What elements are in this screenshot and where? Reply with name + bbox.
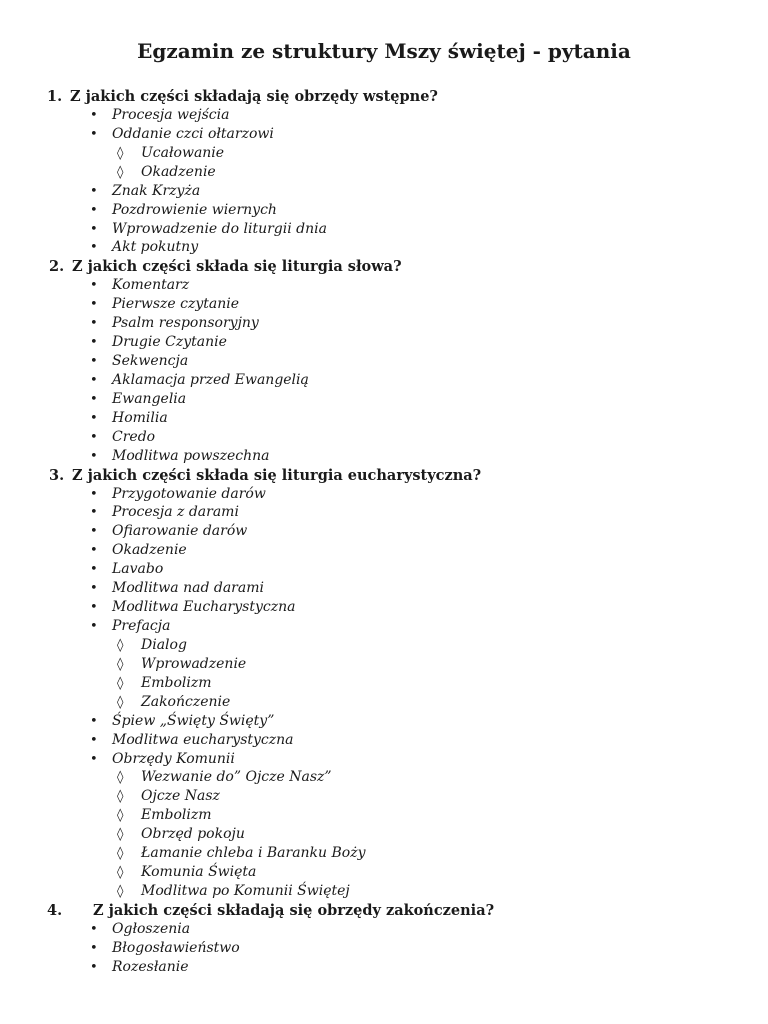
question-text: Z jakich części składa się liturgia eucharystyczna?: [72, 466, 482, 484]
bullet-icon: •: [90, 202, 98, 218]
list-item-text: Homilia: [112, 409, 168, 426]
bullet-icon: •: [90, 316, 98, 332]
diamond-icon: ◊: [117, 789, 124, 805]
list-item-text: Ucałowanie: [141, 144, 225, 161]
bullet-icon: •: [90, 713, 98, 729]
list-item-text: Ojcze Nasz: [141, 788, 220, 805]
bullet-icon: •: [90, 921, 98, 937]
list-item-text: Embolizm: [141, 674, 212, 691]
bullet-icon: •: [90, 751, 98, 767]
list-item-text: Procesja wejścia: [112, 106, 230, 123]
question-number: 2.: [49, 258, 65, 276]
list-item-text: Modlitwa po Komunii Świętej: [141, 883, 350, 900]
diamond-icon: ◊: [117, 846, 124, 862]
list-item-text: Okadzenie: [112, 542, 187, 559]
bullet-icon: •: [90, 562, 98, 578]
bullet-icon: •: [90, 940, 98, 956]
diamond-icon: ◊: [117, 145, 124, 161]
bullet-icon: •: [90, 732, 98, 748]
question-number: 4.: [47, 901, 63, 919]
question-text: Z jakich części składają się obrzędy wstępne?: [70, 88, 438, 105]
list-item-text: Ogłoszenia: [112, 920, 191, 937]
bullet-icon: •: [90, 448, 98, 464]
list-item-text: Przygotowanie darów: [112, 485, 266, 502]
diamond-icon: ◊: [117, 694, 124, 710]
list-item-text: Zakończenie: [141, 693, 231, 710]
question-number: 3.: [49, 466, 65, 484]
list-item-text: Okadzenie: [141, 163, 216, 180]
list-item-text: Oddanie czci ołtarzowi: [112, 125, 274, 142]
list-item-text: Lavabo: [112, 561, 164, 578]
list-item-text: Znak Krzyża: [112, 182, 201, 199]
list-item-text: Modlitwa powszechna: [112, 447, 270, 464]
list-item-text: Modlitwa Eucharystyczna: [112, 599, 296, 616]
diamond-icon: ◊: [117, 884, 124, 900]
list-item-text: Modlitwa nad darami: [112, 580, 264, 597]
list-item-text: Wprowadzenie do liturgii dnia: [112, 220, 327, 237]
list-item-text: Embolizm: [141, 807, 212, 824]
list-item-text: Prefacja: [112, 618, 171, 635]
list-item-text: Drugie Czytanie: [112, 334, 227, 351]
list-item-text: Śpiew „Święty Święty”: [112, 712, 275, 729]
list-item-text: Komentarz: [112, 277, 190, 294]
diamond-icon: ◊: [117, 675, 124, 691]
bullet-icon: •: [90, 429, 98, 445]
list-item-text: Sekwencja: [112, 353, 189, 370]
bullet-icon: •: [90, 391, 98, 407]
list-item-text: Obrzędy Komunii: [112, 750, 235, 767]
list-item-text: Łamanie chleba i Baranku Boży: [141, 845, 366, 862]
bullet-icon: •: [90, 354, 98, 370]
list-item-text: Dialog: [141, 636, 187, 653]
bullet-icon: •: [90, 372, 98, 388]
bullet-icon: •: [90, 297, 98, 313]
bullet-icon: •: [90, 221, 98, 237]
list-item-text: Modlitwa eucharystyczna: [112, 731, 294, 748]
bullet-icon: •: [90, 278, 98, 294]
bullet-icon: •: [90, 619, 98, 635]
bullet-icon: •: [90, 600, 98, 616]
list-item-text: Rozesłanie: [112, 958, 189, 975]
list-item-text: Wprowadzenie: [141, 655, 247, 672]
list-item-text: Komunia Święta: [141, 864, 257, 881]
bullet-icon: •: [90, 486, 98, 502]
bullet-icon: •: [90, 505, 98, 521]
bullet-icon: •: [90, 524, 98, 540]
bullet-icon: •: [90, 581, 98, 597]
bullet-icon: •: [90, 126, 98, 142]
list-item-text: Akt pokutny: [112, 239, 199, 256]
question-text: Z jakich części składają się obrzędy zakończenia?: [93, 901, 495, 919]
list-item-text: Błogosławieństwo: [112, 939, 240, 956]
list-item-text: Aklamacja przed Ewangelią: [112, 371, 309, 388]
list-item-text: Credo: [112, 428, 156, 445]
diamond-icon: ◊: [117, 164, 124, 180]
bullet-icon: •: [90, 543, 98, 559]
document-title: Egzamin ze struktury Mszy świętej - pytania: [137, 39, 631, 63]
bullet-icon: •: [90, 107, 98, 123]
list-item-text: Procesja z darami: [112, 504, 239, 521]
diamond-icon: ◊: [117, 637, 124, 653]
bullet-icon: •: [90, 335, 98, 351]
diamond-icon: ◊: [117, 656, 124, 672]
list-item-text: Ofiarowanie darów: [112, 523, 248, 540]
list-item-text: Pozdrowienie wiernych: [112, 201, 277, 218]
diamond-icon: ◊: [117, 865, 124, 881]
bullet-icon: •: [90, 959, 98, 975]
bullet-icon: •: [90, 240, 98, 256]
diamond-icon: ◊: [117, 827, 124, 843]
list-item-text: Pierwsze czytanie: [112, 296, 240, 313]
question-number: 1.: [47, 88, 63, 105]
list-item-text: Obrzęd pokoju: [141, 826, 245, 843]
list-item-text: Psalm responsoryjny: [112, 315, 259, 332]
diamond-icon: ◊: [117, 770, 124, 786]
question-text: Z jakich części składa się liturgia słowa?: [72, 258, 402, 276]
list-item-text: Wezwanie do” Ojcze Nasz”: [141, 769, 332, 786]
list-item-text: Ewangelia: [112, 390, 187, 407]
bullet-icon: •: [90, 410, 98, 426]
bullet-icon: •: [90, 183, 98, 199]
diamond-icon: ◊: [117, 808, 124, 824]
